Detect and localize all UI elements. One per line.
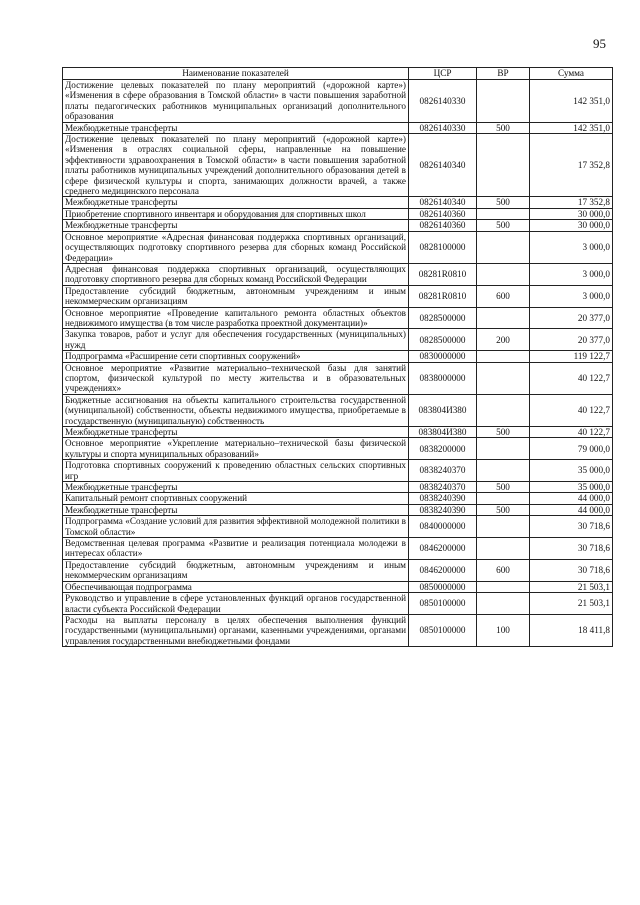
cell-csr: 083804И380: [409, 427, 477, 438]
table-row: [63, 307, 613, 329]
table-row: [63, 362, 613, 394]
cell-sum: 3 000,0: [530, 285, 613, 307]
cell-vr: [477, 394, 530, 426]
cell-csr: 0828100000: [409, 231, 477, 263]
cell-name: Основное мероприятие «Проведение капитального ремонта областных объектов недвижимого имущества (в том числе разработка проектной документации)»: [63, 307, 409, 329]
cell-vr: [477, 538, 530, 560]
page-number: 95: [593, 36, 606, 51]
cell-name: Межбюджетные трансферты: [63, 197, 409, 208]
cell-name: Межбюджетные трансферты: [63, 220, 409, 231]
cell-sum: 30 718,6: [530, 516, 613, 538]
cell-name: Подпрограмма «Расширение сети спортивных сооружений»: [63, 351, 409, 362]
header-name: Наименование показателей: [63, 68, 409, 80]
table-row: [63, 285, 613, 307]
cell-sum: 18 411,8: [530, 614, 613, 646]
cell-vr: [477, 593, 530, 615]
cell-vr: 600: [477, 559, 530, 581]
cell-vr: [477, 581, 530, 592]
cell-csr: 0846200000: [409, 559, 477, 581]
table-row: [63, 197, 613, 208]
cell-sum: 30 718,6: [530, 559, 613, 581]
cell-name: Закупка товаров, работ и услуг для обеспечения государственных (муниципальных) нужд: [63, 329, 409, 351]
table-row: [63, 593, 613, 615]
cell-vr: 500: [477, 197, 530, 208]
table-row: [63, 134, 613, 197]
table-row: [63, 559, 613, 581]
cell-csr: 0826140340: [409, 134, 477, 197]
cell-name: Обеспечивающая подпрограмма: [63, 581, 409, 592]
cell-csr: 0838240390: [409, 493, 477, 504]
header-csr: ЦСР: [409, 68, 477, 80]
cell-csr: 0830000000: [409, 351, 477, 362]
cell-vr: [477, 438, 530, 460]
cell-vr: [477, 362, 530, 394]
cell-csr: 083804И380: [409, 394, 477, 426]
cell-name: Ведомственная целевая программа «Развитие и реализация потенциала молодежи в интересах области»: [63, 538, 409, 560]
table-row: [63, 438, 613, 460]
cell-csr: 0826140360: [409, 220, 477, 231]
table-row: [63, 80, 613, 123]
table-row: [63, 208, 613, 219]
cell-vr: 500: [477, 504, 530, 515]
cell-sum: 44 000,0: [530, 493, 613, 504]
cell-vr: 200: [477, 329, 530, 351]
table-row: [63, 538, 613, 560]
cell-csr: 0826140330: [409, 80, 477, 123]
table-row: [63, 394, 613, 426]
cell-name: Основное мероприятие «Развитие материально–технической базы для занятий спортом, физической культурой по месту жительства и в образовательных учреждениях»: [63, 362, 409, 394]
cell-name: Достижение целевых показателей по плану мероприятий («дорожной карте») «Изменения в отраслях социальной сферы, направленные на повышение эффективности здравоохранения в Томской области» в части повышения заработной платы работников муниципальных учреждений дополнительного образования детей в сфере физической культуры и спорта, занимающих должности врачей, а также среднего медицинского персонала: [63, 134, 409, 197]
cell-sum: 30 718,6: [530, 538, 613, 560]
cell-csr: 0826140360: [409, 208, 477, 219]
cell-vr: [477, 460, 530, 482]
cell-vr: 500: [477, 482, 530, 493]
cell-name: Бюджетные ассигнования на объекты капитального строительства государственной (муниципальной) собственности, объекты недвижимого имущества, приобретаемые в государственную (муниципальную) собственность: [63, 394, 409, 426]
header-vr: ВР: [477, 68, 530, 80]
cell-name: Капитальный ремонт спортивных сооружений: [63, 493, 409, 504]
table-row: [63, 231, 613, 263]
header-sum: Сумма: [530, 68, 613, 80]
cell-vr: 100: [477, 614, 530, 646]
cell-name: Межбюджетные трансферты: [63, 482, 409, 493]
cell-name: Подготовка спортивных сооружений к проведению областных сельских спортивных игр: [63, 460, 409, 482]
cell-csr: 0850000000: [409, 581, 477, 592]
cell-sum: 20 377,0: [530, 329, 613, 351]
cell-csr: 0826140340: [409, 197, 477, 208]
cell-csr: 08281R0810: [409, 285, 477, 307]
table-row: [63, 263, 613, 285]
cell-csr: 0850100000: [409, 593, 477, 615]
cell-name: Основное мероприятие «Укрепление материально–технической базы физической культуры и спорта муниципальных образований»: [63, 438, 409, 460]
cell-csr: 0838240370: [409, 482, 477, 493]
cell-csr: 0828500000: [409, 329, 477, 351]
table-row: [63, 581, 613, 592]
cell-sum: 17 352,8: [530, 197, 613, 208]
cell-sum: 142 351,0: [530, 122, 613, 133]
cell-name: Подпрограмма «Создание условий для развития эффективной молодежной политики в Томской области»: [63, 516, 409, 538]
cell-csr: 0838200000: [409, 438, 477, 460]
cell-csr: 0838000000: [409, 362, 477, 394]
cell-vr: 500: [477, 220, 530, 231]
cell-vr: [477, 351, 530, 362]
cell-vr: [477, 263, 530, 285]
cell-csr: 0846200000: [409, 538, 477, 560]
cell-vr: [477, 231, 530, 263]
cell-csr: 0838240390: [409, 504, 477, 515]
cell-vr: [477, 493, 530, 504]
cell-name: Предоставление субсидий бюджетным, автономным учреждениям и иным некоммерческим организациям: [63, 285, 409, 307]
cell-sum: 30 000,0: [530, 220, 613, 231]
table-row: [63, 329, 613, 351]
cell-vr: [477, 208, 530, 219]
budget-table: [62, 67, 613, 647]
cell-sum: 35 000,0: [530, 460, 613, 482]
cell-vr: [477, 80, 530, 123]
cell-name: Предоставление субсидий бюджетным, автономным учреждениям и иным некоммерческим организациям: [63, 559, 409, 581]
table-row: [63, 351, 613, 362]
cell-sum: 44 000,0: [530, 504, 613, 515]
cell-sum: 17 352,8: [530, 134, 613, 197]
cell-csr: 0826140330: [409, 122, 477, 133]
table-row: [63, 220, 613, 231]
table-header-row: [63, 68, 613, 80]
cell-sum: 21 503,1: [530, 593, 613, 615]
cell-csr: 0838240370: [409, 460, 477, 482]
cell-sum: 3 000,0: [530, 231, 613, 263]
cell-name: Адресная финансовая поддержка спортивных организаций, осуществляющих подготовку спортивного резерва для сборных команд Российской Федерации: [63, 263, 409, 285]
table-row: [63, 482, 613, 493]
cell-vr: [477, 516, 530, 538]
cell-sum: 40 122,7: [530, 394, 613, 426]
cell-sum: 30 000,0: [530, 208, 613, 219]
table-row: [63, 493, 613, 504]
table-row: [63, 427, 613, 438]
cell-name: Расходы на выплаты персоналу в целях обеспечения выполнения функций государственными (муниципальными) органами, казенными учреждениями, органами управления государственными внебюджетными фондами: [63, 614, 409, 646]
cell-name: Приобретение спортивного инвентаря и оборудования для спортивных школ: [63, 208, 409, 219]
cell-vr: [477, 307, 530, 329]
cell-csr: 0840000000: [409, 516, 477, 538]
cell-name: Основное мероприятие «Адресная финансовая поддержка спортивных организаций, осуществляющих подготовку спортивного резерва для сборных команд Российской Федерации»: [63, 231, 409, 263]
cell-sum: 142 351,0: [530, 80, 613, 123]
cell-csr: 08281R0810: [409, 263, 477, 285]
cell-csr: 0850100000: [409, 614, 477, 646]
cell-vr: 500: [477, 427, 530, 438]
cell-sum: 40 122,7: [530, 362, 613, 394]
cell-vr: [477, 134, 530, 197]
cell-name: Межбюджетные трансферты: [63, 427, 409, 438]
cell-sum: 40 122,7: [530, 427, 613, 438]
cell-name: Руководство и управление в сфере установленных функций органов государственной власти субъекта Российской Федерации: [63, 593, 409, 615]
table-row: [63, 460, 613, 482]
cell-vr: 600: [477, 285, 530, 307]
table-row: [63, 122, 613, 133]
cell-name: Достижение целевых показателей по плану мероприятий («дорожной карте») «Изменения в сфере образования в Томской области» в части повышения заработной платы педагогических работников муниципальных организаций дополнительного образования: [63, 80, 409, 123]
cell-sum: 20 377,0: [530, 307, 613, 329]
cell-name: Межбюджетные трансферты: [63, 122, 409, 133]
cell-sum: 21 503,1: [530, 581, 613, 592]
cell-csr: 0828500000: [409, 307, 477, 329]
cell-vr: 500: [477, 122, 530, 133]
cell-name: Межбюджетные трансферты: [63, 504, 409, 515]
cell-sum: 119 122,7: [530, 351, 613, 362]
table-row: [63, 504, 613, 515]
cell-sum: 79 000,0: [530, 438, 613, 460]
table-row: [63, 614, 613, 646]
cell-sum: 3 000,0: [530, 263, 613, 285]
table-row: [63, 516, 613, 538]
cell-sum: 35 000,0: [530, 482, 613, 493]
